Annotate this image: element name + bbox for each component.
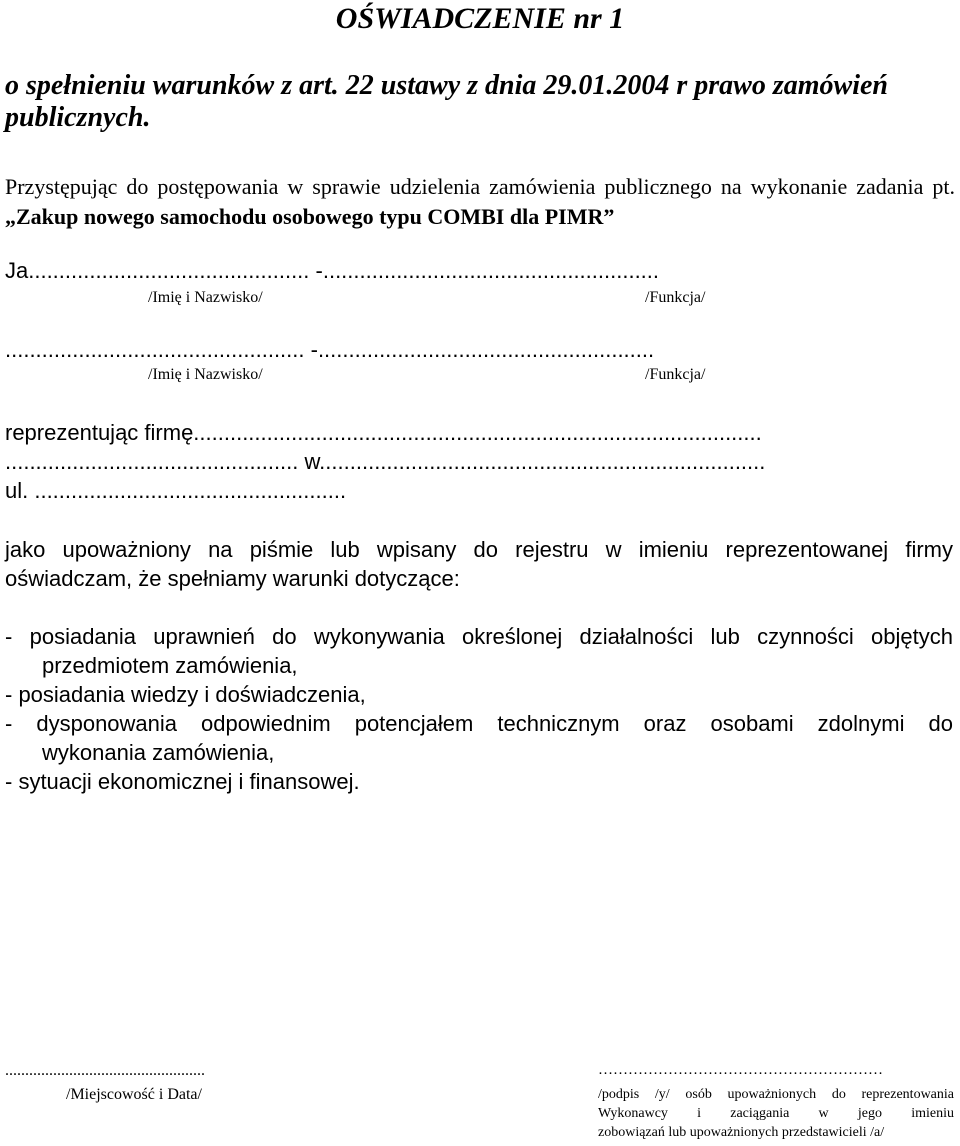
intro-paragraph (5, 172, 955, 232)
signatory-1-line: Ja.............................................. -....................................................... (5, 258, 660, 283)
condition-1-line-2: przedmiotem zamówienia, (42, 653, 298, 678)
signatory-1-name-caption: /Imię i Nazwisko/ (148, 289, 263, 306)
company-line-2: ................................................ w......................................................................... (5, 449, 766, 474)
declaration-line-2: oświadczam, że spełniamy warunki dotyczące: (5, 566, 460, 591)
place-date-caption: /Miejscowość i Data/ (66, 1086, 202, 1103)
place-date-dots: .................................................. (5, 1062, 205, 1079)
contract-subject: „Zakup nowego samochodu osobowego typu COMBI dla PIMR” (5, 204, 615, 229)
condition-1-line-1: - posiadania uprawnień do wykonywania określonej działalności lub czynności objętych (5, 624, 953, 649)
declaration-line-1: jako upoważniony na piśmie lub wpisany do rejestru w imieniu reprezentowanej firmy (5, 537, 953, 562)
signature-caption-line-3: zobowiązań lub upoważnionych przedstawicieli /a/ (598, 1125, 885, 1140)
signature-caption-line-1: /podpis /y/ osób upoważnionych do reprezentowania (598, 1087, 954, 1102)
company-line-1: reprezentując firmę............................................................................................. (5, 420, 762, 445)
signature-caption-line-2: Wykonawcy i zaciągania w jego imieniu (598, 1106, 954, 1121)
intro-text: Przystępując do postępowania w sprawie udzielenia zamówienia publicznego na wykonanie zadania pt. (5, 174, 955, 199)
signatory-2-line: ................................................. -....................................................... (5, 337, 655, 362)
condition-3-line-2: wykonania zamówienia, (42, 740, 275, 765)
signatory-2-name-caption: /Imię i Nazwisko/ (148, 366, 263, 383)
signatory-1-function-caption: /Funkcja/ (645, 289, 706, 306)
condition-2-line-1: - posiadania wiedzy i doświadczenia, (5, 682, 366, 707)
document-subtitle: o spełnieniu warunków z art. 22 ustawy z dnia 29.01.2004 r prawo zamówień publicznych. (5, 70, 888, 133)
condition-4-line-1: - sytuacji ekonomicznej i finansowej. (5, 769, 360, 794)
signatory-2-function-caption: /Funkcja/ (645, 366, 706, 383)
signature-dots: ………………………………………………… (598, 1062, 883, 1078)
document-title: OŚWIADCZENIE nr 1 (335, 2, 625, 35)
company-line-3: ul. ................................................... (5, 478, 347, 503)
condition-3-line-1: - dysponowania odpowiednim potencjałem technicznym oraz osobami zdolnymi do (5, 711, 953, 736)
